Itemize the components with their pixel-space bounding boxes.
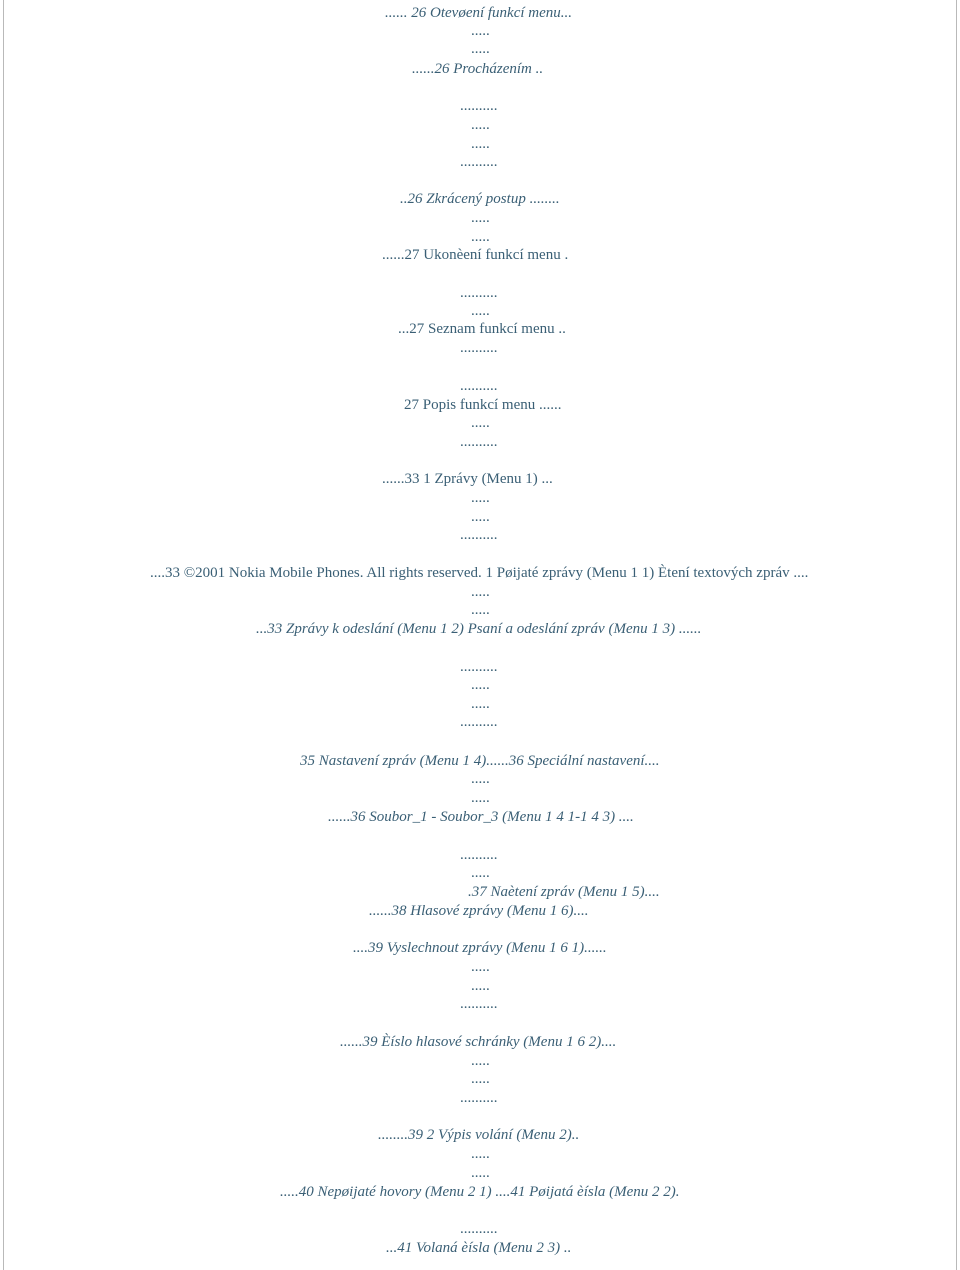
toc-line: ......27 Ukonèení funkcí menu . bbox=[382, 247, 569, 263]
toc-line: .......... bbox=[460, 714, 498, 730]
toc-line: .......... bbox=[460, 1090, 498, 1106]
toc-line: ..... bbox=[471, 1165, 490, 1181]
toc-line: ...27 Seznam funkcí menu .. bbox=[398, 321, 566, 337]
toc-line: ....39 Vyslechnout zprávy (Menu 1 6 1)...... bbox=[353, 940, 607, 956]
toc-line: .......... bbox=[460, 847, 498, 863]
toc-line: ...... 26 Otevøení funkcí menu... bbox=[385, 5, 573, 21]
toc-line: .......... bbox=[460, 1221, 498, 1237]
toc-line: .....40 Nepøijaté hovory (Menu 2 1) ....41 Pøijatá èísla (Menu 2 2). bbox=[280, 1184, 680, 1200]
toc-line: .......... bbox=[460, 527, 498, 543]
toc-line: ..... bbox=[471, 415, 490, 431]
toc-line: ......36 Soubor_1 - Soubor_3 (Menu 1 4 1-1 4 3) .... bbox=[328, 809, 634, 825]
toc-line: 27 Popis funkcí menu ...... bbox=[404, 397, 562, 413]
toc-line: ..... bbox=[471, 136, 490, 152]
toc-line: ..... bbox=[471, 490, 490, 506]
toc-line: ..... bbox=[471, 790, 490, 806]
toc-line: ..... bbox=[471, 23, 490, 39]
toc-line: .37 Naètení zpráv (Menu 1 5).... bbox=[468, 884, 660, 900]
toc-line: ..... bbox=[471, 509, 490, 525]
toc-line: ..... bbox=[471, 771, 490, 787]
toc-line: ..... bbox=[471, 1053, 490, 1069]
toc-line: ...41 Volaná èísla (Menu 2 3) .. bbox=[386, 1240, 572, 1256]
toc-line: .......... bbox=[460, 378, 498, 394]
toc-line: .......... bbox=[460, 996, 498, 1012]
toc-line: .......... bbox=[460, 98, 498, 114]
toc-line: ......38 Hlasové zprávy (Menu 1 6).... bbox=[369, 903, 589, 919]
toc-line: ..... bbox=[471, 1071, 490, 1087]
toc-line: ..... bbox=[471, 1146, 490, 1162]
toc-line: ....33 ©2001 Nokia Mobile Phones. All rights reserved. 1 Pøijaté zprávy (Menu 1 1) Ètení textových zpráv .... bbox=[150, 565, 809, 581]
toc-line: ..... bbox=[471, 41, 490, 57]
toc-line: .......... bbox=[460, 154, 498, 170]
toc-line: ..... bbox=[471, 210, 490, 226]
toc-line: ......39 Èíslo hlasové schránky (Menu 1 6 2).... bbox=[340, 1034, 617, 1050]
toc-line: ..... bbox=[471, 959, 490, 975]
toc-line: ..... bbox=[471, 677, 490, 693]
toc-line: ........39 2 Výpis volání (Menu 2).. bbox=[378, 1127, 580, 1143]
toc-line: .......... bbox=[460, 285, 498, 301]
toc-line: ..... bbox=[471, 602, 490, 618]
toc-line: ..... bbox=[471, 978, 490, 994]
toc-line: ..... bbox=[471, 865, 490, 881]
toc-line: ..... bbox=[471, 117, 490, 133]
toc-line: ..... bbox=[471, 303, 490, 319]
toc-line: .......... bbox=[460, 340, 498, 356]
toc-line: ......26 Procházením .. bbox=[412, 61, 544, 77]
toc-line: ..... bbox=[471, 229, 490, 245]
toc-line: ......33 1 Zprávy (Menu 1) ... bbox=[382, 471, 553, 487]
page-left-border bbox=[3, 0, 4, 1270]
toc-line: ..26 Zkrácený postup ........ bbox=[400, 191, 560, 207]
toc-line: .......... bbox=[460, 659, 498, 675]
toc-line: ..... bbox=[471, 696, 490, 712]
toc-line: .......... bbox=[460, 434, 498, 450]
toc-line: ...33 Zprávy k odeslání (Menu 1 2) Psaní a odeslání zpráv (Menu 1 3) ...... bbox=[256, 621, 702, 637]
page-right-border bbox=[956, 0, 957, 1270]
toc-line: 35 Nastavení zpráv (Menu 1 4)......36 Speciální nastavení.... bbox=[300, 753, 660, 769]
toc-line: ..... bbox=[471, 584, 490, 600]
